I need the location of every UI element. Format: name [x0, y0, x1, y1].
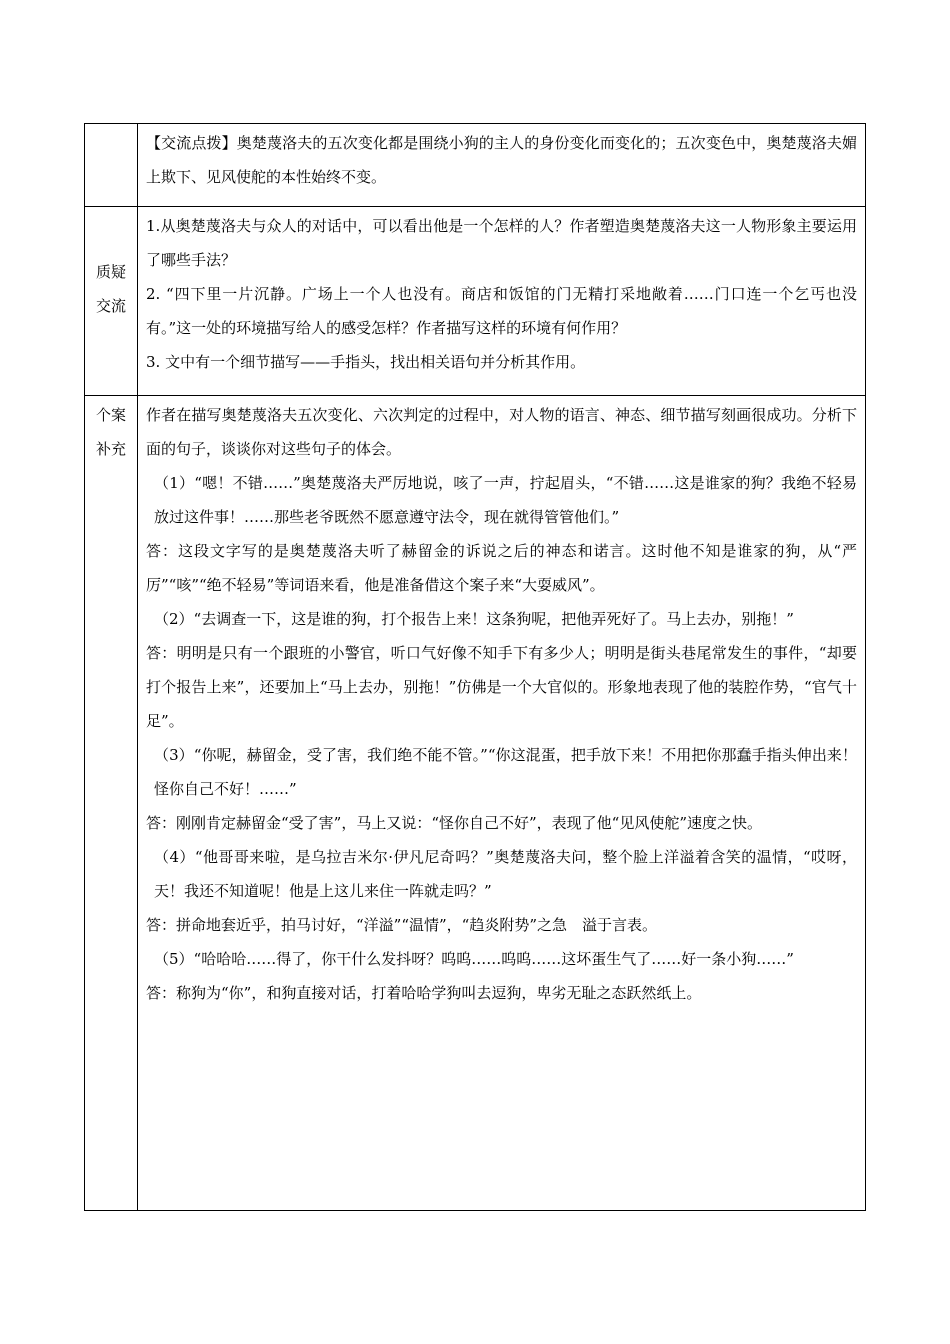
row-label-cell	[85, 396, 138, 1211]
answer-1: 答：这段文字写的是奥楚蔑洛夫听了赫留金的诉说之后的神态和诺言。这时他不知是谁家的狗，从“严厉”“咳”“绝不轻易”等词语来看，他是准备借这个案子来“大耍威风”。	[146, 542, 857, 594]
row-label-line1: 质疑	[95, 263, 126, 281]
quote-1: （1）“嗯！不错……”奥楚蔑洛夫严厉地说，咳了一声，拧起眉头，“不错……这是谁家的狗？我绝不轻易放过这件事！……那些老爷既然不愿意遵守法令，现在就得管管他们。”	[154, 474, 857, 526]
quote-2: （2）“去调查一下，这是谁的狗，打个报告上来！这条狗呢，把他弄死好了。马上去办，别拖！”	[154, 610, 794, 628]
quote-4: （4）“他哥哥来啦，是乌拉吉米尔·伊凡尼奇吗？”奥楚蔑洛夫问，整个脸上洋溢着含笑的温情，“哎呀，天！我还不知道呢！他是上这儿来住一阵就走吗？”	[154, 848, 857, 900]
table-row-case-supplement	[85, 396, 866, 1211]
paragraph: 【交流点拨】奥楚蔑洛夫的五次变化都是围绕小狗的主人的身份变化而变化的；五次变色中，奥楚蔑洛夫媚上欺下、见风使舵的本性始终不变。	[146, 134, 857, 186]
content-cell	[138, 207, 866, 396]
question-1: 1.从奥楚蔑洛夫与众人的对话中，可以看出他是一个怎样的人？作者塑造奥楚蔑洛夫这一人物形象主要运用了哪些手法？	[146, 217, 857, 269]
content-table	[84, 123, 866, 1211]
content-cell	[138, 124, 866, 207]
row-label-cell	[85, 207, 138, 396]
quote-3: （3）“你呢，赫留金，受了害，我们绝不能不管。”“你这混蛋，把手放下来！不用把你那蠢手指头伸出来！怪你自己不好！……”	[154, 746, 857, 798]
row-label-line2: 补充	[95, 440, 126, 458]
quote-5: （5）“哈哈哈……得了，你干什么发抖呀？呜呜……呜呜……这坏蛋生气了……好一条小狗……”	[154, 950, 794, 968]
table-row-questions	[85, 207, 866, 396]
table-row-exchange-tips	[85, 124, 866, 207]
row-label-line2: 交流	[95, 297, 126, 315]
answer-5: 答：称狗为“你”，和狗直接对话，打着哈哈学狗叫去逗狗，卑劣无耻之态跃然纸上。	[146, 984, 702, 1002]
question-3: 3. 文中有一个细节描写——手指头，找出相关语句并分析其作用。	[146, 353, 586, 371]
content-cell	[138, 396, 866, 1211]
answer-2: 答：明明是只有一个跟班的小警官，听口气好像不知手下有多少人；明明是街头巷尾常发生的事件，“却要打个报告上来”，还要加上“马上去办，别拖！”仿佛是一个大官似的。形象地表现了他的装腔作势，“官气十足”。	[146, 644, 857, 730]
answer-4: 答：拼命地套近乎，拍马讨好，“洋溢”“温情”，“趋炎附势”之急 溢于言表。	[146, 916, 658, 934]
row-label-cell-empty	[85, 124, 138, 207]
answer-3: 答：刚刚肯定赫留金“受了害”，马上又说：“怪你自己不好”，表现了他“见风使舵”速度之快。	[146, 814, 763, 832]
intro-paragraph: 作者在描写奥楚蔑洛夫五次变化、六次判定的过程中，对人物的语言、神态、细节描写刻画很成功。分析下面的句子，谈谈你对这些句子的体会。	[146, 406, 857, 458]
question-2: 2. “四下里一片沉静。广场上一个人也没有。商店和饭馆的门无精打采地敞着……门口连一个乞丐也没有。”这一处的环境描写给人的感受怎样？作者描写这样的环境有何作用？	[146, 285, 857, 337]
row-label-line1: 个案	[95, 406, 126, 424]
